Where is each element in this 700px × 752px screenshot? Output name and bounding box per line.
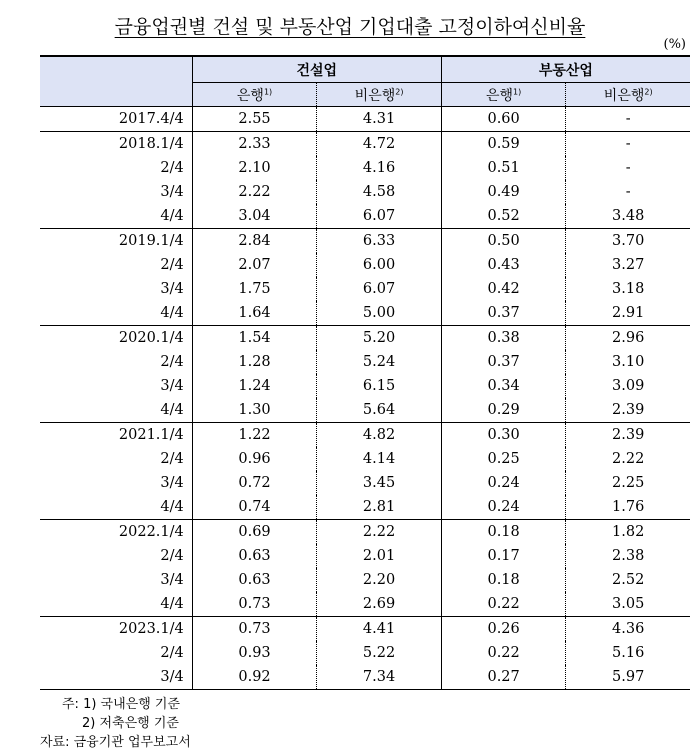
value-cell: 2.39 xyxy=(566,423,690,448)
header-bank: 은행$^{1)}$ xyxy=(192,83,317,107)
table-row xyxy=(40,665,690,690)
value-cell: 0.63 xyxy=(192,544,317,568)
table-row xyxy=(40,180,690,204)
table-row xyxy=(40,107,690,132)
table-row xyxy=(40,277,690,301)
value-cell: 0.17 xyxy=(441,544,566,568)
table-row xyxy=(40,592,690,617)
value-cell: 2.20 xyxy=(317,568,442,592)
value-cell: 4.41 xyxy=(317,617,442,642)
period-cell: 3/4 xyxy=(40,180,192,204)
value-cell: 5.64 xyxy=(317,398,442,423)
corner-header xyxy=(40,56,192,107)
table-row xyxy=(40,132,690,157)
value-cell: 2.55 xyxy=(192,107,317,132)
data-table xyxy=(40,55,690,690)
value-cell: 3.27 xyxy=(612,257,645,273)
footnotes xyxy=(40,695,191,752)
value-cell: - xyxy=(625,160,631,176)
value-cell: 0.34 xyxy=(441,374,566,398)
value-cell: 0.51 xyxy=(441,156,566,180)
value-cell: 0.96 xyxy=(192,447,317,471)
value-cell: - xyxy=(625,111,631,127)
period-cell: 2/4 xyxy=(40,350,192,374)
table-row xyxy=(40,374,690,398)
value-cell: 0.38 xyxy=(441,326,566,351)
value-cell: 0.29 xyxy=(441,398,566,423)
value-cell: 5.20 xyxy=(317,326,442,351)
value-cell: - xyxy=(566,132,690,157)
value-cell: 6.07 xyxy=(317,204,442,229)
value-cell: 0.24 xyxy=(441,471,566,495)
value-cell: 1.64 xyxy=(192,301,317,326)
value-cell: 4.31 xyxy=(317,107,442,132)
value-cell: 3.48 xyxy=(612,208,645,224)
unit-label: (%) xyxy=(663,37,686,52)
period-cell: 3/4 xyxy=(40,374,192,398)
value-cell: 1.54 xyxy=(192,326,317,351)
value-cell: 1.76 xyxy=(612,499,645,515)
value-cell: 0.49 xyxy=(441,180,566,204)
value-cell: 0.72 xyxy=(192,471,317,495)
value-cell: 0.37 xyxy=(441,350,566,374)
value-cell: 0.93 xyxy=(192,641,317,665)
value-cell: 0.59 xyxy=(441,132,566,157)
value-cell: 2.22 xyxy=(192,180,317,204)
value-cell: 3.18 xyxy=(612,281,645,297)
period-cell: 2019.1/4 xyxy=(40,229,192,254)
period-cell: 2/4 xyxy=(40,447,192,471)
period-cell: 4/4 xyxy=(40,301,192,326)
value-cell: 3.09 xyxy=(612,378,645,394)
period-cell: 3/4 xyxy=(40,568,192,592)
value-cell: 1.30 xyxy=(192,398,317,423)
value-cell: 5.16 xyxy=(612,645,645,661)
value-cell: 2.91 xyxy=(612,305,645,321)
value-cell: 0.30 xyxy=(441,423,566,448)
value-cell: 0.26 xyxy=(441,617,566,642)
value-cell: 0.73 xyxy=(192,592,317,617)
value-cell: 4.16 xyxy=(317,156,442,180)
value-cell: 2.22 xyxy=(317,520,442,545)
value-cell: 2.69 xyxy=(317,592,442,617)
table-row xyxy=(40,471,690,495)
period-cell: 2/4 xyxy=(40,156,192,180)
value-cell: 3.10 xyxy=(612,354,645,370)
period-cell: 4/4 xyxy=(40,398,192,423)
value-cell: 2.07 xyxy=(192,253,317,277)
value-cell: 0.37 xyxy=(441,301,566,326)
value-cell: 0.69 xyxy=(192,520,317,545)
value-cell: 0.18 xyxy=(441,568,566,592)
table-row xyxy=(40,253,690,277)
note-2: 2) 저축은행 기준 xyxy=(82,716,179,731)
title-text: 금융업권별 건설 및 부동산업 기업대출 고정이하여신비율 xyxy=(114,16,586,38)
value-cell: 3.70 xyxy=(566,229,690,254)
period-cell: 4/4 xyxy=(40,204,192,229)
value-cell: 0.63 xyxy=(192,568,317,592)
value-cell: 0.22 xyxy=(441,592,566,617)
value-cell: 0.50 xyxy=(441,229,566,254)
header-nonbank: 비은행$^{2)}$ xyxy=(317,83,442,107)
period-cell: 3/4 xyxy=(40,471,192,495)
period-cell: 4/4 xyxy=(40,495,192,520)
value-cell: 4.36 xyxy=(566,617,690,642)
period-cell: 2023.1/4 xyxy=(40,617,192,642)
period-cell: 3/4 xyxy=(40,277,192,301)
note-1: 주: 1) 국내은행 기준 xyxy=(62,697,181,712)
value-cell: 6.00 xyxy=(317,253,442,277)
table-row xyxy=(40,156,690,180)
table-row xyxy=(40,568,690,592)
value-cell: 0.25 xyxy=(441,447,566,471)
value-cell: 2.25 xyxy=(612,475,645,491)
value-cell: 4.14 xyxy=(317,447,442,471)
value-cell: 2.84 xyxy=(192,229,317,254)
header-nonbank: 비은행$^{2)}$ xyxy=(566,83,690,107)
table-row xyxy=(40,301,690,326)
value-cell: 0.73 xyxy=(192,617,317,642)
table-row xyxy=(40,398,690,423)
table-row xyxy=(40,423,690,448)
value-cell: 3.05 xyxy=(612,596,645,612)
header-bank: 은행$^{1)}$ xyxy=(441,83,566,107)
value-cell: 2.33 xyxy=(192,132,317,157)
header-construction: 건설업 xyxy=(192,56,441,83)
period-cell: 2/4 xyxy=(40,641,192,665)
value-cell: 1.75 xyxy=(192,277,317,301)
value-cell: 1.82 xyxy=(566,520,690,545)
value-cell: 2.22 xyxy=(612,451,645,467)
value-cell: 5.00 xyxy=(317,301,442,326)
table-row xyxy=(40,617,690,642)
period-cell: 2022.1/4 xyxy=(40,520,192,545)
value-cell: 0.92 xyxy=(192,665,317,690)
table-row xyxy=(40,495,690,520)
value-cell: 5.97 xyxy=(612,669,645,685)
value-cell: 1.28 xyxy=(192,350,317,374)
period-cell: 2018.1/4 xyxy=(40,132,192,157)
value-cell: 0.42 xyxy=(441,277,566,301)
value-cell: 6.33 xyxy=(317,229,442,254)
table-row xyxy=(40,204,690,229)
value-cell: 5.22 xyxy=(317,641,442,665)
value-cell: 2.38 xyxy=(612,548,645,564)
value-cell: 0.27 xyxy=(441,665,566,690)
value-cell: 0.52 xyxy=(441,204,566,229)
value-cell: 2.39 xyxy=(612,402,645,418)
value-cell: 1.22 xyxy=(192,423,317,448)
value-cell: 7.34 xyxy=(317,665,442,690)
table-row xyxy=(40,350,690,374)
value-cell: 0.43 xyxy=(441,253,566,277)
value-cell: 6.15 xyxy=(317,374,442,398)
table-row xyxy=(40,326,690,351)
value-cell: 4.58 xyxy=(317,180,442,204)
value-cell: 2.81 xyxy=(317,495,442,520)
table-row xyxy=(40,520,690,545)
table-row xyxy=(40,544,690,568)
value-cell: 0.18 xyxy=(441,520,566,545)
period-cell: 2/4 xyxy=(40,253,192,277)
period-cell: 2/4 xyxy=(40,544,192,568)
value-cell: 3.45 xyxy=(317,471,442,495)
value-cell: - xyxy=(625,184,631,200)
source-note: 자료: 금융기관 업무보고서 xyxy=(40,735,191,750)
table-row xyxy=(40,641,690,665)
value-cell: 2.52 xyxy=(612,572,645,588)
value-cell: 4.82 xyxy=(317,423,442,448)
period-cell: 2017.4/4 xyxy=(40,107,192,132)
table-row xyxy=(40,447,690,471)
header-realestate: 부동산업 xyxy=(441,56,690,83)
value-cell: 0.22 xyxy=(441,641,566,665)
page-title xyxy=(0,12,700,39)
value-cell: 3.04 xyxy=(192,204,317,229)
value-cell: 2.96 xyxy=(566,326,690,351)
period-cell: 2020.1/4 xyxy=(40,326,192,351)
value-cell: 0.74 xyxy=(192,495,317,520)
value-cell: 0.24 xyxy=(441,495,566,520)
value-cell: 4.72 xyxy=(317,132,442,157)
value-cell: 2.10 xyxy=(192,156,317,180)
value-cell: 2.01 xyxy=(317,544,442,568)
table-row xyxy=(40,229,690,254)
value-cell: 5.24 xyxy=(317,350,442,374)
period-cell: 4/4 xyxy=(40,592,192,617)
value-cell: 1.24 xyxy=(192,374,317,398)
value-cell: 6.07 xyxy=(317,277,442,301)
value-cell: 0.60 xyxy=(441,107,566,132)
period-cell: 2021.1/4 xyxy=(40,423,192,448)
period-cell: 3/4 xyxy=(40,665,192,690)
